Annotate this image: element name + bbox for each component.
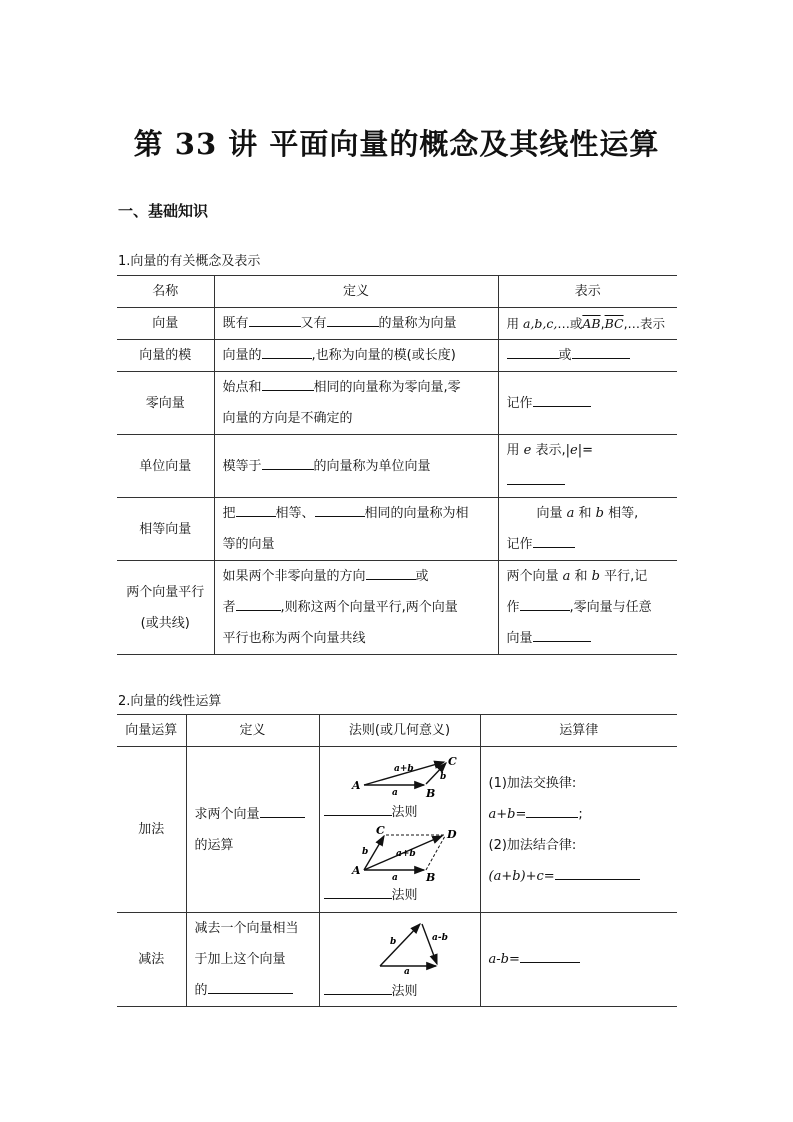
table-row [117, 498, 677, 561]
subtraction-law: a-b= [480, 913, 677, 1007]
triangle-subtraction-diagram [340, 918, 460, 974]
row-definition: 向量的 ,也称为向量的模(或长度) [214, 340, 498, 372]
header-definition: 定义 [186, 715, 319, 747]
addition-rule: A B C a b a+b 法则 A B C D a b a+b 法则 [319, 747, 480, 913]
header-operation: 向量运算 [117, 715, 186, 747]
row-name: 零向量 [117, 372, 214, 435]
svg-text:a: a [391, 872, 398, 882]
table-row [117, 435, 677, 498]
table2-caption: 2.向量的线性运算 [118, 694, 222, 709]
parallelogram-rule-diagram [340, 826, 460, 882]
row-definition: 把 相等、 相同的向量称为相 等的向量 [214, 498, 498, 561]
table-row [117, 340, 677, 372]
svg-text:a+b: a+b [393, 763, 414, 774]
subtraction-definition: 减去一个向量相当 于加上这个向量 的 [186, 913, 319, 1007]
table-row [117, 913, 677, 1007]
svg-text:B: B [425, 786, 435, 799]
table-row [117, 747, 677, 913]
svg-text:b: b [389, 937, 396, 947]
table-row [117, 561, 677, 655]
row-name: 相等向量 [117, 498, 214, 561]
row-representation: 两个向量 a 和 b 平行,记 作 ,零向量与任意 向量 [498, 561, 677, 655]
row-definition: 始点和 相同的向量称为零向量,零 向量的方向是不确定的 [214, 372, 498, 435]
svg-text:b: b [439, 771, 446, 782]
svg-text:B: B [425, 870, 435, 882]
header-representation: 表示 [498, 276, 677, 308]
row-representation: 记作 [498, 372, 677, 435]
svg-text:b: b [361, 846, 368, 857]
addition-definition: 求两个向量 的运算 [186, 747, 319, 913]
row-definition: 模等于 的向量称为单位向量 [214, 435, 498, 498]
addition-laws: (1)加法交换律: a+b= ; (2)加法结合律: (a+b)+c= [480, 747, 677, 913]
concepts-table [117, 275, 677, 655]
subtraction-rule: a b a-b 法则 [319, 913, 480, 1007]
linear-operations-table [117, 714, 677, 1007]
header-rule: 法则(或几何意义) [319, 715, 480, 747]
row-name: 向量的模 [117, 340, 214, 372]
header-definition: 定义 [214, 276, 498, 308]
svg-text:a-b: a-b [431, 933, 448, 943]
row-definition: 既有 又有 的量称为向量 [214, 308, 498, 340]
svg-text:C: C [375, 825, 385, 837]
table-row [117, 308, 677, 340]
row-representation: 用 a,b,c,…或$\overline{AB},\overline{BC},\dots$表示 [498, 308, 677, 340]
row-name: 两个向量平行 (或共线) [117, 561, 214, 655]
table-row [117, 372, 677, 435]
header-name: 名称 [117, 276, 214, 308]
subtraction-name: 减法 [117, 913, 186, 1007]
table1-caption: 1.向量的有关概念及表示 [118, 254, 261, 269]
row-definition: 如果两个非零向量的方向 或 者 ,则称这两个向量平行,两个向量 平行也称为两个向量共线 [214, 561, 498, 655]
row-name: 单位向量 [117, 435, 214, 498]
svg-text:a: a [391, 787, 398, 798]
page-title: 第 33 讲 平面向量的概念及其线性运算 [133, 127, 660, 161]
row-representation: 向量 a 和 b 相等, 记作 [498, 498, 677, 561]
svg-text:A: A [351, 863, 361, 877]
svg-text:a: a [403, 967, 410, 974]
triangle-rule-diagram [340, 755, 460, 799]
svg-text:A: A [351, 778, 361, 792]
header-laws: 运算律 [480, 715, 677, 747]
row-representation: 或 [498, 340, 677, 372]
svg-text:a+b: a+b [395, 848, 416, 859]
svg-text:C: C [447, 754, 457, 768]
addition-name: 加法 [117, 747, 186, 913]
section-heading: 一、基础知识 [118, 202, 209, 220]
svg-text:D: D [446, 827, 457, 841]
row-name: 向量 [117, 308, 214, 340]
row-representation: 用 e 表示,|e|= [498, 435, 677, 498]
